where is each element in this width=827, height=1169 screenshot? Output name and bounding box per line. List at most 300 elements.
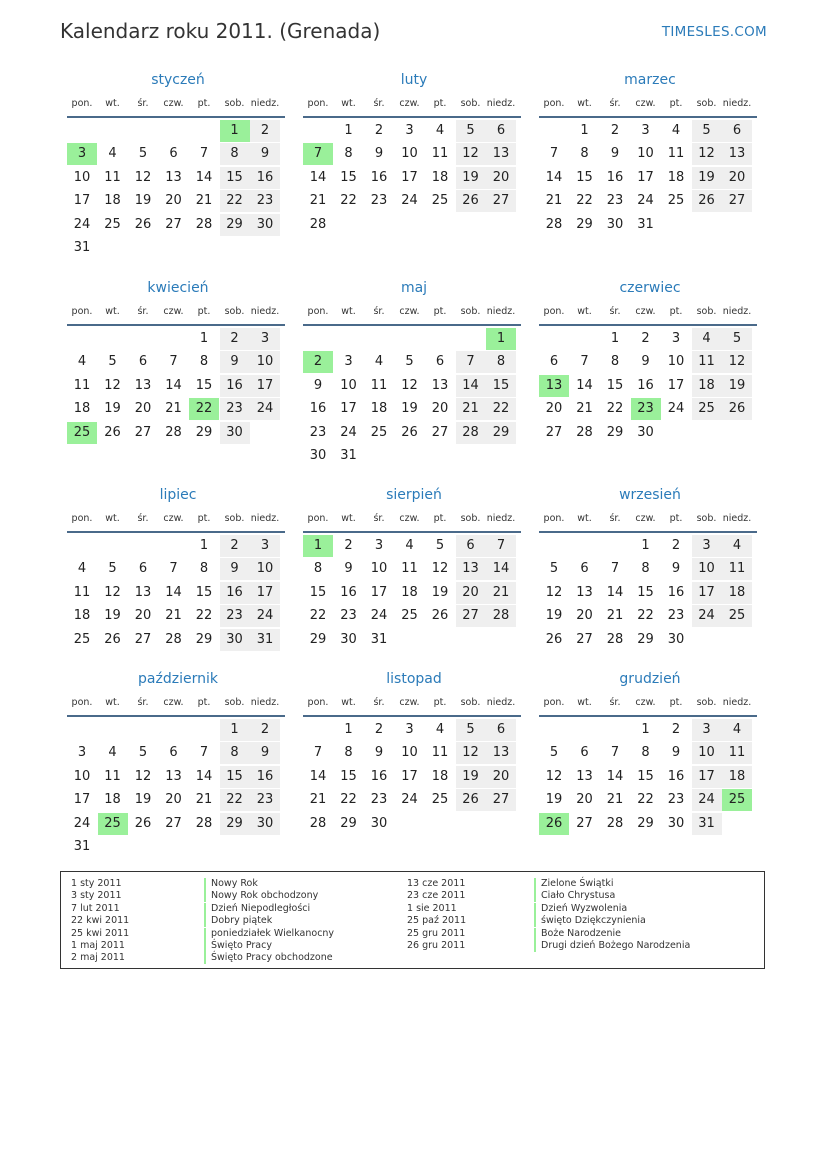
day-cell: 6 [435, 354, 445, 370]
header-divider [539, 715, 757, 717]
day-cell: 22 [309, 608, 327, 624]
day-cell: 18 [722, 766, 752, 788]
weekday-label: pt. [197, 98, 211, 109]
day-cell: 10 [340, 377, 357, 393]
legend-holiday-name: poniedziałek Wielkanocny [204, 928, 334, 940]
day-cell: 10 [250, 558, 280, 580]
day-cell: 22 [195, 608, 213, 624]
weekday-label: wt. [105, 697, 120, 708]
day-cell: 5 [435, 538, 445, 553]
weekday-label: sob. [460, 697, 481, 708]
header-divider [539, 116, 757, 118]
weekday-label: pt. [669, 697, 683, 708]
day-cell: 14 [456, 375, 486, 397]
weekday-label: śr. [609, 513, 621, 524]
day-cell: 12 [134, 169, 152, 185]
day-cell: 30 [667, 631, 685, 647]
day-cell: 4 [435, 123, 445, 138]
weekday-header [303, 98, 525, 112]
weekday-header [67, 513, 289, 527]
day-cell: 7 [610, 561, 620, 577]
day-cell: 17 [73, 792, 91, 808]
day-cell: 17 [250, 582, 280, 604]
weekday-label: wt. [341, 98, 356, 109]
day-cell: 13 [486, 742, 516, 764]
day-cell: 20 [134, 608, 152, 624]
day-cell: 17 [637, 169, 654, 185]
day-cell: 18 [722, 582, 752, 604]
day-cell: 20 [134, 401, 152, 417]
legend-holiday-name: Ciało Chrystusa [534, 890, 615, 902]
day-cell: 20 [456, 582, 486, 604]
day-cell: 16 [667, 768, 685, 784]
day-cell: 8 [199, 354, 209, 370]
day-cell: 7 [549, 146, 559, 162]
day-cell: 9 [671, 561, 681, 577]
day-cell: 11 [401, 561, 418, 577]
weekday-label: śr. [137, 98, 149, 109]
day-cell: 2 [671, 538, 681, 553]
month-name: sierpień [386, 487, 442, 503]
day-cell: 2 [344, 538, 353, 553]
legend-holiday-name: Święto Pracy obchodzone [204, 952, 333, 964]
day-cell: 9 [220, 351, 250, 373]
day-cell: 8 [610, 354, 620, 370]
day-cell: 24 [667, 401, 685, 417]
weekday-label: czw. [163, 306, 184, 317]
legend-holiday-name: Boże Narodzenie [534, 928, 621, 940]
weekday-label: sob. [460, 306, 481, 317]
day-cell: 9 [610, 146, 620, 162]
day-cell: 1 [641, 722, 650, 737]
day-cell: 24 [73, 815, 91, 831]
header-divider [67, 324, 285, 326]
day-cell: 1 [580, 123, 589, 138]
weekday-header [539, 697, 761, 711]
day-cell: 4 [405, 538, 414, 553]
day-cell: 15 [309, 584, 327, 600]
weekday-label: pon. [543, 306, 565, 317]
day-cell: 21 [195, 792, 213, 808]
weekday-label: śr. [373, 98, 385, 109]
day-cell: 5 [108, 354, 117, 370]
day-cell: 24 [692, 605, 722, 627]
day-cell: 28 [606, 815, 624, 831]
day-cell: 21 [165, 401, 182, 417]
weekday-label: niedz. [486, 98, 516, 109]
day-cell: 2 [220, 535, 250, 557]
day-cell: 10 [667, 354, 685, 370]
day-cell: 3 [250, 328, 280, 350]
weekday-label: czw. [635, 98, 656, 109]
day-cell: 6 [722, 120, 752, 142]
day-cell: 28 [309, 815, 327, 831]
weekday-label: czw. [163, 697, 184, 708]
header-divider [303, 715, 521, 717]
day-cell: 12 [104, 584, 121, 600]
day-cell: 20 [165, 193, 182, 209]
day-cell: 25 [722, 605, 752, 627]
day-cell: 2 [250, 120, 280, 142]
day-cell: 14 [545, 169, 563, 185]
day-cell: 29 [220, 214, 250, 236]
day-cell: 26 [456, 190, 486, 212]
weekday-label: sob. [224, 306, 245, 317]
day-cell: 4 [722, 535, 752, 557]
weekday-label: pt. [669, 306, 683, 317]
day-cell: 27 [576, 631, 593, 647]
day-cell: 9 [641, 354, 650, 370]
weekday-label: niedz. [250, 98, 280, 109]
day-cell: 19 [456, 766, 486, 788]
day-cell: 24 [340, 424, 357, 440]
day-cell: 20 [165, 792, 182, 808]
day-cell: 16 [309, 401, 327, 417]
holiday-day-cell: 26 [539, 813, 569, 835]
day-cell: 12 [401, 377, 418, 393]
day-cell: 9 [220, 558, 250, 580]
day-cell: 4 [77, 561, 87, 577]
day-cell: 29 [606, 424, 624, 440]
day-cell: 5 [405, 354, 414, 370]
day-cell: 22 [486, 398, 516, 420]
weekday-header [303, 697, 525, 711]
legend-holiday-name: Święto Pracy [204, 940, 272, 952]
weekday-label: pt. [433, 697, 447, 708]
header-divider [67, 116, 285, 118]
day-cell: 27 [134, 424, 152, 440]
day-cell: 27 [165, 216, 182, 232]
day-cell: 26 [545, 631, 563, 647]
day-cell: 29 [637, 631, 654, 647]
day-cell: 3 [374, 538, 384, 553]
holiday-day-cell: 1 [220, 120, 250, 142]
weekday-header [539, 98, 761, 112]
day-cell: 30 [309, 448, 327, 463]
legend-date: 13 cze 2011 [407, 878, 466, 889]
holiday-day-cell: 25 [98, 813, 128, 835]
day-cell: 25 [431, 193, 449, 209]
day-cell: 20 [431, 401, 449, 417]
day-cell: 12 [456, 143, 486, 165]
weekday-label: pon. [307, 513, 329, 524]
day-cell: 11 [431, 745, 449, 761]
holiday-day-cell: 3 [67, 143, 97, 165]
day-cell: 14 [195, 169, 213, 185]
weekday-label: wt. [341, 697, 356, 708]
day-cell: 17 [340, 401, 357, 417]
legend-date: 1 sty 2011 [71, 878, 122, 889]
weekday-label: wt. [105, 98, 120, 109]
legend-date: 1 maj 2011 [71, 940, 125, 951]
day-cell: 14 [606, 584, 624, 600]
day-cell: 8 [220, 143, 250, 165]
day-cell: 22 [220, 789, 250, 811]
day-cell: 21 [606, 608, 624, 624]
day-cell: 31 [370, 631, 388, 647]
day-cell: 6 [486, 120, 516, 142]
day-cell: 16 [667, 584, 685, 600]
day-cell: 28 [576, 424, 593, 440]
day-cell: 8 [313, 561, 323, 577]
day-cell: 11 [73, 584, 91, 600]
day-cell: 25 [667, 193, 685, 209]
day-cell: 22 [340, 193, 357, 209]
weekday-label: niedz. [486, 513, 516, 524]
legend-holiday-name: Zielone Świątki [534, 878, 613, 890]
day-cell: 19 [431, 584, 449, 600]
weekday-label: niedz. [250, 697, 280, 708]
day-cell: 12 [545, 768, 563, 784]
legend-date: 25 kwi 2011 [71, 927, 130, 939]
day-cell: 7 [486, 535, 516, 557]
weekday-header [303, 513, 525, 527]
day-cell: 18 [104, 792, 121, 808]
weekday-label: niedz. [722, 98, 752, 109]
header-divider [539, 531, 757, 533]
legend-holiday-name: Nowy Rok obchodzony [204, 890, 318, 902]
weekday-label: śr. [609, 306, 621, 317]
day-cell: 22 [576, 193, 593, 209]
day-cell: 11 [692, 351, 722, 373]
day-cell: 29 [576, 216, 593, 232]
weekday-label: śr. [137, 306, 149, 317]
day-cell: 19 [104, 608, 121, 624]
day-cell: 13 [456, 558, 486, 580]
day-cell: 6 [456, 535, 486, 557]
weekday-label: wt. [341, 306, 356, 317]
day-cell: 30 [637, 424, 654, 440]
day-cell: 4 [77, 354, 87, 370]
day-cell: 22 [606, 401, 624, 417]
day-cell: 27 [134, 631, 152, 647]
weekday-label: niedz. [250, 513, 280, 524]
month-name: styczeń [151, 72, 205, 88]
weekday-label: wt. [577, 98, 592, 109]
day-cell: 15 [220, 167, 250, 189]
day-cell: 12 [134, 768, 152, 784]
day-cell: 16 [370, 169, 388, 185]
holiday-day-cell: 25 [67, 422, 97, 444]
holiday-day-cell: 25 [722, 789, 752, 811]
day-cell: 7 [313, 745, 323, 761]
day-cell: 27 [486, 190, 516, 212]
month-name: wrzesień [619, 487, 681, 503]
month-name: grudzień [619, 671, 681, 687]
day-cell: 12 [545, 584, 563, 600]
day-cell: 28 [195, 815, 213, 831]
day-cell: 27 [722, 190, 752, 212]
day-cell: 4 [374, 354, 384, 370]
day-cell: 15 [637, 584, 654, 600]
day-cell: 14 [165, 584, 182, 600]
day-cell: 26 [456, 789, 486, 811]
day-cell: 21 [576, 401, 593, 417]
page-title: Kalendarz roku 2011. (Grenada) [60, 19, 381, 43]
day-cell: 18 [431, 169, 449, 185]
header-divider [303, 531, 521, 533]
day-cell: 1 [199, 331, 209, 346]
holiday-legend [60, 871, 765, 969]
day-cell: 30 [220, 422, 250, 444]
day-cell: 29 [195, 424, 213, 440]
day-cell: 16 [637, 377, 654, 393]
day-cell: 19 [692, 167, 722, 189]
weekday-label: pt. [433, 98, 447, 109]
weekday-label: pt. [669, 513, 683, 524]
legend-holiday-name: Dobry piątek [204, 915, 272, 927]
day-cell: 10 [692, 558, 722, 580]
day-cell: 13 [576, 768, 593, 784]
weekday-label: czw. [635, 306, 656, 317]
day-cell: 7 [169, 561, 178, 577]
day-cell: 27 [431, 424, 449, 440]
day-cell: 10 [637, 146, 654, 162]
day-cell: 24 [637, 193, 654, 209]
day-cell: 21 [309, 193, 327, 209]
day-cell: 23 [667, 608, 685, 624]
day-cell: 28 [165, 631, 182, 647]
day-cell: 20 [576, 608, 593, 624]
day-cell: 30 [220, 629, 250, 651]
day-cell: 23 [220, 605, 250, 627]
day-cell: 13 [722, 143, 752, 165]
day-cell: 25 [370, 424, 388, 440]
day-cell: 29 [195, 631, 213, 647]
day-cell: 15 [576, 169, 593, 185]
weekday-label: pon. [543, 513, 565, 524]
day-cell: 25 [104, 216, 121, 232]
day-cell: 23 [220, 398, 250, 420]
day-cell: 16 [220, 375, 250, 397]
day-cell: 30 [250, 214, 280, 236]
weekday-label: pon. [307, 697, 329, 708]
day-cell: 1 [610, 331, 620, 346]
day-cell: 7 [199, 146, 209, 162]
weekday-label: pt. [197, 697, 211, 708]
day-cell: 5 [549, 745, 559, 761]
day-cell: 2 [374, 722, 384, 737]
day-cell: 7 [456, 351, 486, 373]
day-cell: 5 [722, 328, 752, 350]
day-cell: 24 [250, 398, 280, 420]
day-cell: 3 [344, 354, 353, 370]
day-cell: 10 [73, 169, 91, 185]
day-cell: 22 [637, 792, 654, 808]
day-cell: 26 [104, 424, 121, 440]
weekday-label: sob. [696, 697, 717, 708]
legend-date: 7 lut 2011 [71, 902, 120, 914]
day-cell: 9 [374, 146, 384, 162]
weekday-label: czw. [399, 513, 420, 524]
day-cell: 15 [606, 377, 624, 393]
day-cell: 27 [165, 815, 182, 831]
day-cell: 11 [667, 146, 685, 162]
weekday-label: śr. [373, 697, 385, 708]
month-name: październik [138, 671, 218, 687]
day-cell: 23 [309, 424, 327, 440]
day-cell: 7 [169, 354, 178, 370]
day-cell: 31 [637, 216, 654, 232]
day-cell: 11 [104, 768, 121, 784]
day-cell: 29 [486, 422, 516, 444]
day-cell: 22 [340, 792, 357, 808]
day-cell: 10 [250, 351, 280, 373]
month-name: kwiecień [147, 280, 209, 296]
weekday-label: pon. [71, 513, 93, 524]
day-cell: 30 [370, 815, 388, 831]
day-cell: 19 [722, 375, 752, 397]
day-cell: 16 [606, 169, 624, 185]
weekday-label: śr. [137, 513, 149, 524]
day-cell: 13 [486, 143, 516, 165]
header-divider [303, 116, 521, 118]
brand-link[interactable]: TIMESLES.COM [661, 24, 767, 40]
day-cell: 18 [370, 401, 388, 417]
day-cell: 9 [250, 742, 280, 764]
day-cell: 14 [309, 768, 327, 784]
legend-holiday-name: Drugi dzień Bożego Narodzenia [534, 940, 690, 952]
day-cell: 7 [610, 745, 620, 761]
day-cell: 24 [692, 789, 722, 811]
day-cell: 26 [104, 631, 121, 647]
day-cell: 28 [309, 216, 327, 232]
day-cell: 16 [220, 582, 250, 604]
holiday-day-cell: 7 [303, 143, 333, 165]
day-cell: 15 [637, 768, 654, 784]
legend-date: 2 maj 2011 [71, 952, 125, 964]
day-cell: 21 [486, 582, 516, 604]
day-cell: 24 [401, 792, 418, 808]
day-cell: 6 [580, 745, 589, 761]
day-cell: 30 [667, 815, 685, 831]
weekday-label: sob. [224, 697, 245, 708]
day-cell: 4 [722, 719, 752, 741]
holiday-day-cell: 2 [303, 351, 333, 373]
day-cell: 25 [692, 398, 722, 420]
day-cell: 12 [431, 561, 449, 577]
holiday-day-cell: 1 [303, 535, 333, 557]
day-cell: 17 [73, 193, 91, 209]
weekday-label: niedz. [722, 513, 752, 524]
weekday-label: wt. [341, 513, 356, 524]
day-cell: 9 [250, 143, 280, 165]
day-cell: 27 [545, 424, 563, 440]
weekday-label: niedz. [722, 697, 752, 708]
day-cell: 12 [104, 377, 121, 393]
day-cell: 3 [405, 123, 414, 138]
weekday-label: pt. [197, 513, 211, 524]
weekday-label: pon. [543, 697, 565, 708]
day-cell: 24 [250, 605, 280, 627]
day-cell: 26 [134, 216, 152, 232]
weekday-label: niedz. [486, 697, 516, 708]
day-cell: 6 [169, 146, 178, 162]
weekday-label: wt. [105, 513, 120, 524]
day-cell: 22 [637, 608, 654, 624]
day-cell: 15 [486, 375, 516, 397]
day-cell: 13 [165, 169, 182, 185]
day-cell: 29 [309, 631, 327, 647]
day-cell: 29 [220, 813, 250, 835]
month-name: listopad [386, 671, 442, 687]
day-cell: 21 [165, 608, 182, 624]
weekday-label: śr. [609, 697, 621, 708]
day-cell: 17 [667, 377, 685, 393]
day-cell: 5 [138, 146, 148, 162]
day-cell: 31 [73, 839, 91, 854]
day-cell: 18 [667, 169, 685, 185]
